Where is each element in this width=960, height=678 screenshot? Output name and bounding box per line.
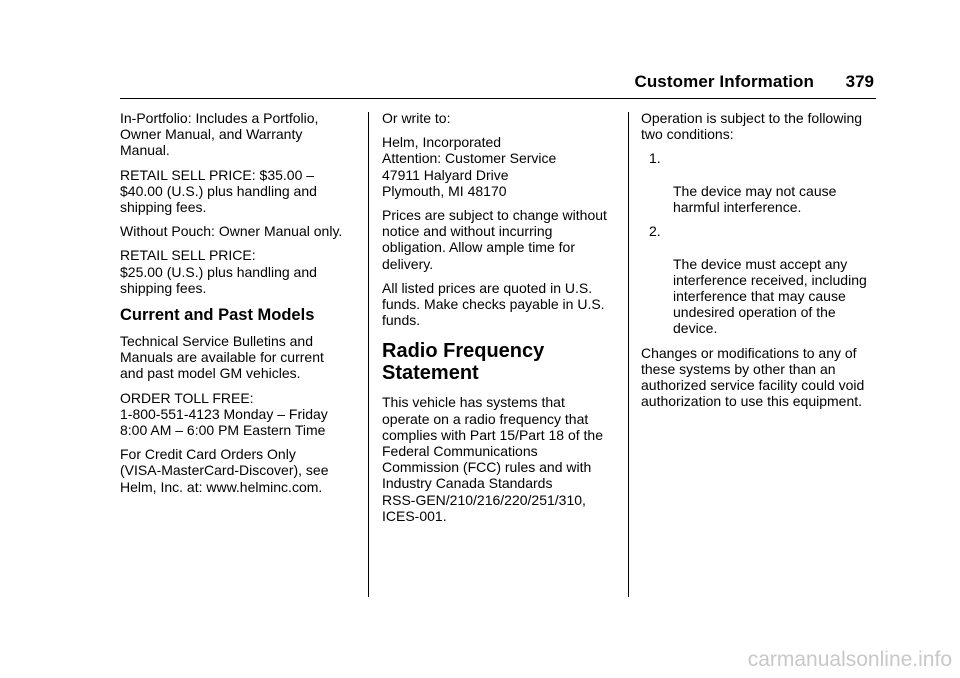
list-item-number: 1. — [649, 150, 661, 167]
section-heading-radio-frequency: Radio Frequency Statement — [382, 340, 545, 385]
operation-conditions-paragraph: Operation is subject to the following two conditions: — [641, 110, 863, 143]
retail-price-paragraph-2: RETAIL SELL PRICE: $25.00 (U.S.) plus handling and shipping fees. — [120, 247, 317, 296]
list-item-text: The device may not cause harmful interference. — [673, 182, 837, 216]
list-item — [641, 150, 877, 215]
column-2 — [382, 110, 618, 532]
list-item-text: The device must accept any interference received, including interference that may cause undesired operation of the device. — [673, 255, 867, 337]
portfolio-paragraph: In-Portfolio: Includes a Portfolio, Owner Manual, and Warranty Manual. — [120, 110, 319, 159]
page-number: 379 — [845, 72, 874, 91]
without-pouch-paragraph: Without Pouch: Owner Manual only. — [120, 223, 343, 240]
watermark: carmanualsonline.info — [747, 648, 952, 671]
column-divider-2 — [628, 112, 629, 597]
column-divider-1 — [368, 112, 369, 597]
address-paragraph: Helm, Incorporated Attention: Customer Service 47911 Halyard Drive Plymouth, MI 48170 — [382, 134, 557, 199]
retail-price-paragraph-1: RETAIL SELL PRICE: $35.00 – $40.00 (U.S.) plus handling and shipping fees. — [120, 166, 317, 216]
price-change-paragraph: Prices are subject to change without notice and without incurring obligation. Allow ample time for delivery. — [382, 207, 607, 272]
bulletins-paragraph: Technical Service Bulletins and Manuals are available for current and past model GM vehicles. — [120, 333, 324, 382]
credit-card-paragraph: For Credit Card Orders Only (VISA-MasterCard-Discover), see Helm, Inc. at: www.helminc.com. — [120, 446, 329, 495]
radio-frequency-paragraph: This vehicle has systems that operate on a radio frequency that complies with Part 15/Part 18 of the Federal Communications Commission (FCC) rules and with Industry Canada Standards RSS-GEN/210/216/220/251/310, ICES-001. — [382, 394, 603, 524]
section-heading-current-past-models: Current and Past Models — [120, 306, 315, 325]
write-to-paragraph: Or write to: — [382, 110, 451, 126]
conditions-list — [641, 150, 877, 336]
page-title: Customer Information — [634, 72, 814, 91]
list-item-number: 2. — [649, 223, 661, 240]
column-3 — [641, 110, 877, 417]
page-header — [120, 72, 876, 99]
order-toll-free-paragraph: ORDER TOLL FREE: 1-800-551-4123 Monday – Friday 8:00 AM – 6:00 PM Eastern Time — [120, 389, 328, 439]
list-item — [641, 223, 877, 336]
modifications-paragraph: Changes or modifications to any of these systems by other than an authorized service facility could void authorization to use this equipment. — [641, 344, 865, 410]
funds-paragraph: All listed prices are quoted in U.S. funds. Make checks payable in U.S. funds. — [382, 279, 605, 329]
column-1 — [120, 110, 356, 503]
